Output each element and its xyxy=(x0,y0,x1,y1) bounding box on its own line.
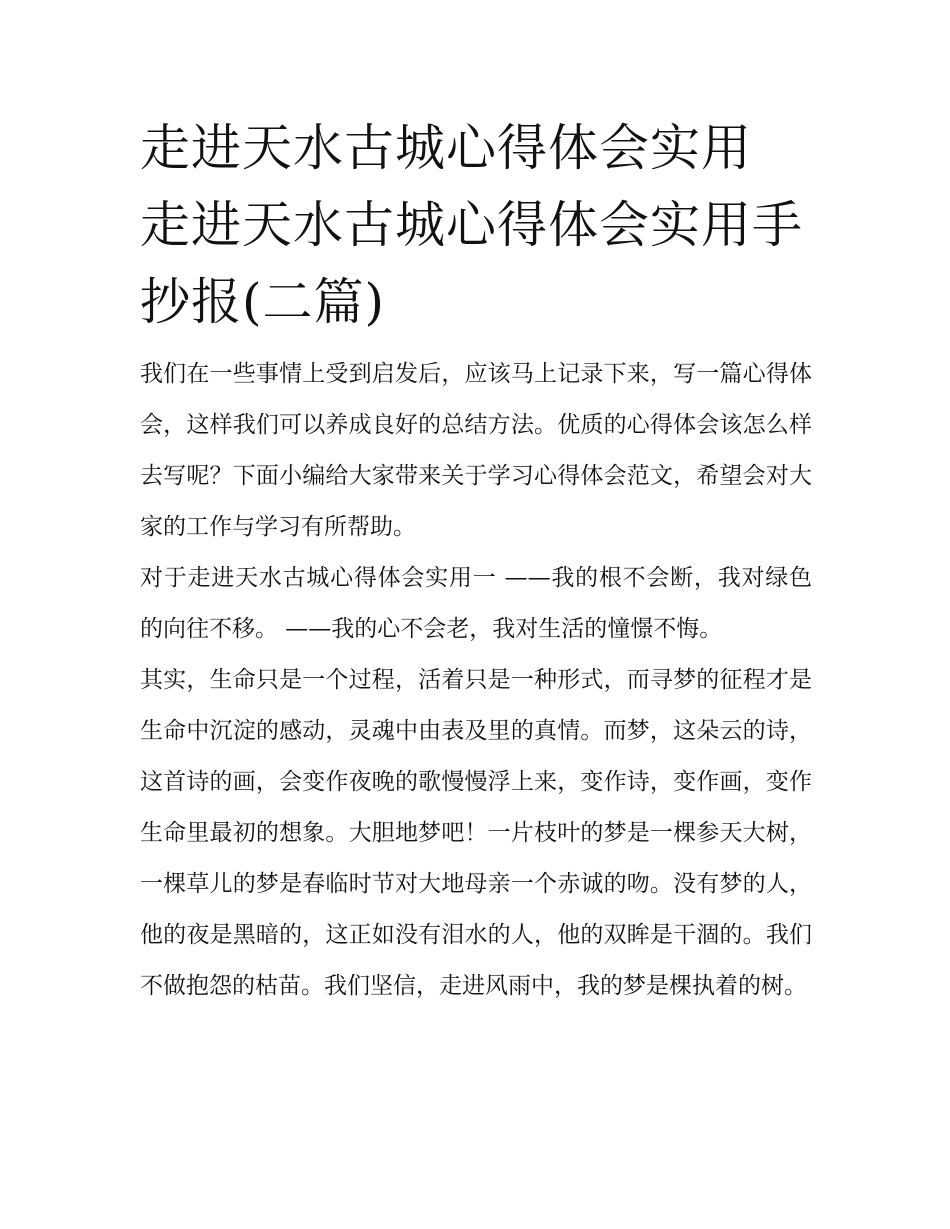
paragraph-body: 其实，生命只是一个过程，活着只是一种形式，而寻梦的征程才是生命中沉淀的感动，灵魂中由表及里的真情。而梦，这朵云的诗，这首诗的画，会变作夜晚的歌慢慢浮上来，变作诗，变作画，变作生命里最初的想象。大胆地梦吧！一片枝叶的梦是一棵参天大树，一棵草儿的梦是春临时节对大地母亲一个赤诚的吻。没有梦的人，他的夜是黑暗的，这正如没有泪水的人，他的双眸是干涸的。我们不做抱怨的枯苗。我们坚信，走进风雨中，我的梦是棵执着的树。 xyxy=(140,667,812,999)
paragraph-intro: 我们在一些事情上受到启发后，应该马上记录下来，写一篇心得体会，这样我们可以养成良好的总结方法。优质的心得体会该怎么样去写呢？下面小编给大家带来关于学习心得体会范文，希望会对大家的工作与学习有所帮助。 xyxy=(140,361,812,540)
document-title: 走进天水古城心得体会实用 走进天水古城心得体会实用手抄报(二篇) xyxy=(140,119,803,331)
paragraph-epigraph: 对于走进天水古城心得体会实用一 ——我的根不会断，我对绿色的向往不移。 ——我的心不会老，我对生活的憧憬不悔。 xyxy=(140,565,812,642)
